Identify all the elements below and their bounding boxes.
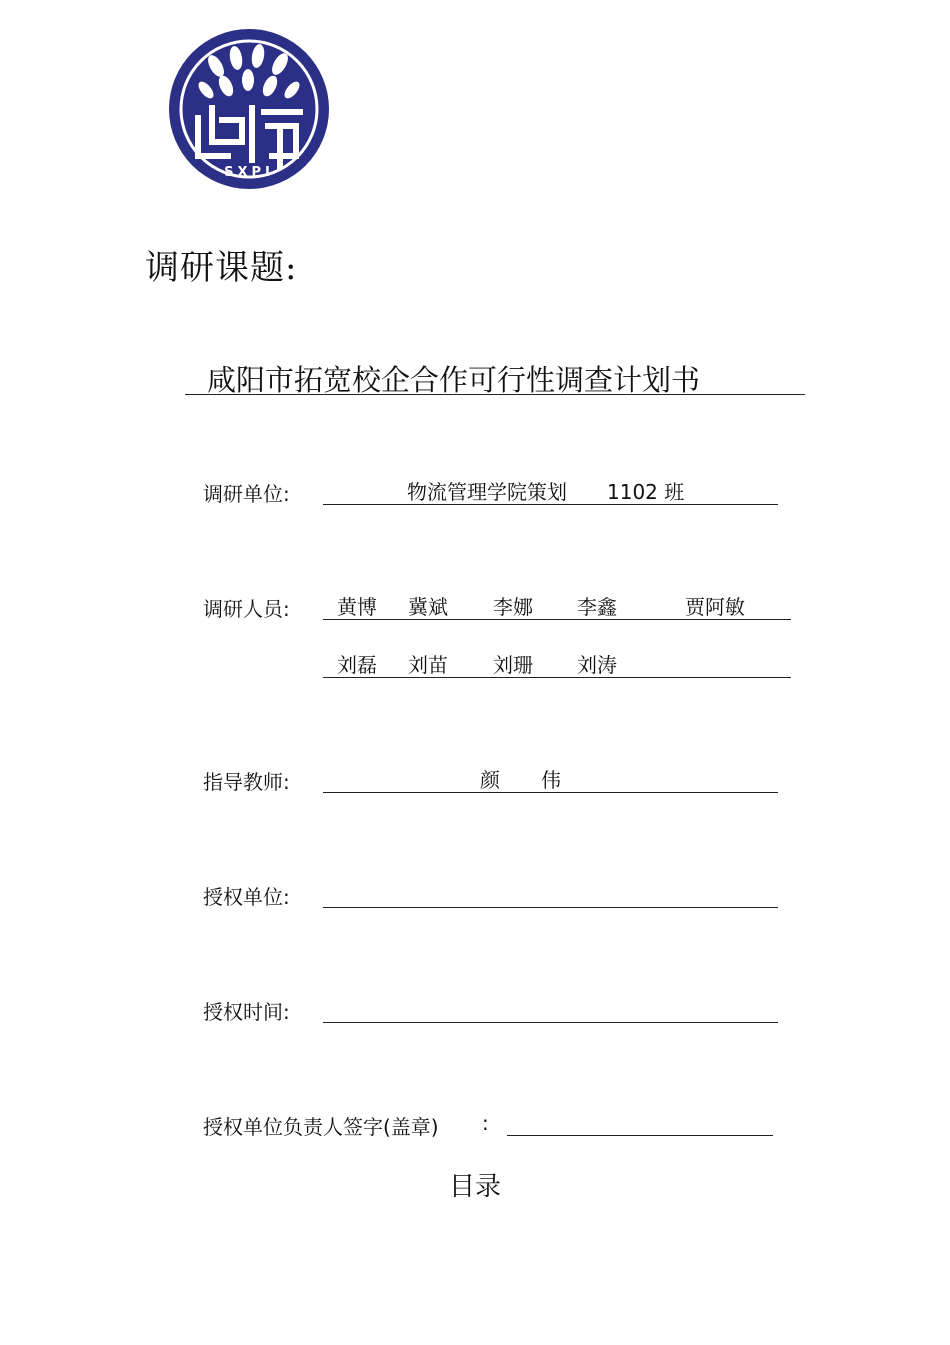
report-title: 咸阳市拓宽校企合作可行性调查计划书	[207, 363, 701, 397]
authorization-time-field[interactable]	[323, 994, 778, 1023]
research-unit-class: 1102 班	[607, 480, 685, 504]
member-name: 冀斌	[408, 595, 448, 619]
member-name: 刘苗	[408, 653, 448, 677]
signature-field[interactable]	[507, 1107, 773, 1136]
research-unit-value: 物流管理学院策划	[407, 480, 567, 504]
advisor-field	[323, 764, 778, 793]
member-name: 李鑫	[577, 595, 617, 619]
research-topic-heading: 调研课题:	[145, 248, 298, 288]
research-unit-label: 调研单位:	[203, 482, 290, 506]
research-members-label: 调研人员:	[203, 597, 290, 621]
authorizing-unit-label: 授权单位:	[203, 885, 290, 909]
member-name: 贾阿敏	[685, 595, 745, 619]
table-of-contents-heading: 目录	[448, 1172, 501, 1202]
research-unit-field	[323, 476, 778, 505]
advisor-name-part: 颜	[480, 768, 500, 792]
logo-text: SXPI	[224, 165, 274, 180]
member-name: 刘涛	[577, 653, 617, 677]
members-row-2	[323, 649, 791, 678]
signature-label: 授权单位负责人签字(盖章)	[203, 1115, 439, 1139]
member-name: 刘珊	[493, 653, 533, 677]
signature-colon: :	[482, 1111, 489, 1135]
school-logo	[168, 28, 330, 190]
member-name: 李娜	[493, 595, 533, 619]
members-row-1	[323, 591, 791, 620]
member-name: 黄博	[337, 595, 377, 619]
advisor-label: 指导教师:	[203, 770, 290, 794]
advisor-name-part: 伟	[541, 768, 561, 792]
authorization-time-label: 授权时间:	[203, 1000, 290, 1024]
authorizing-unit-field[interactable]	[323, 879, 778, 908]
member-name: 刘磊	[337, 653, 377, 677]
report-title-line	[185, 358, 805, 395]
